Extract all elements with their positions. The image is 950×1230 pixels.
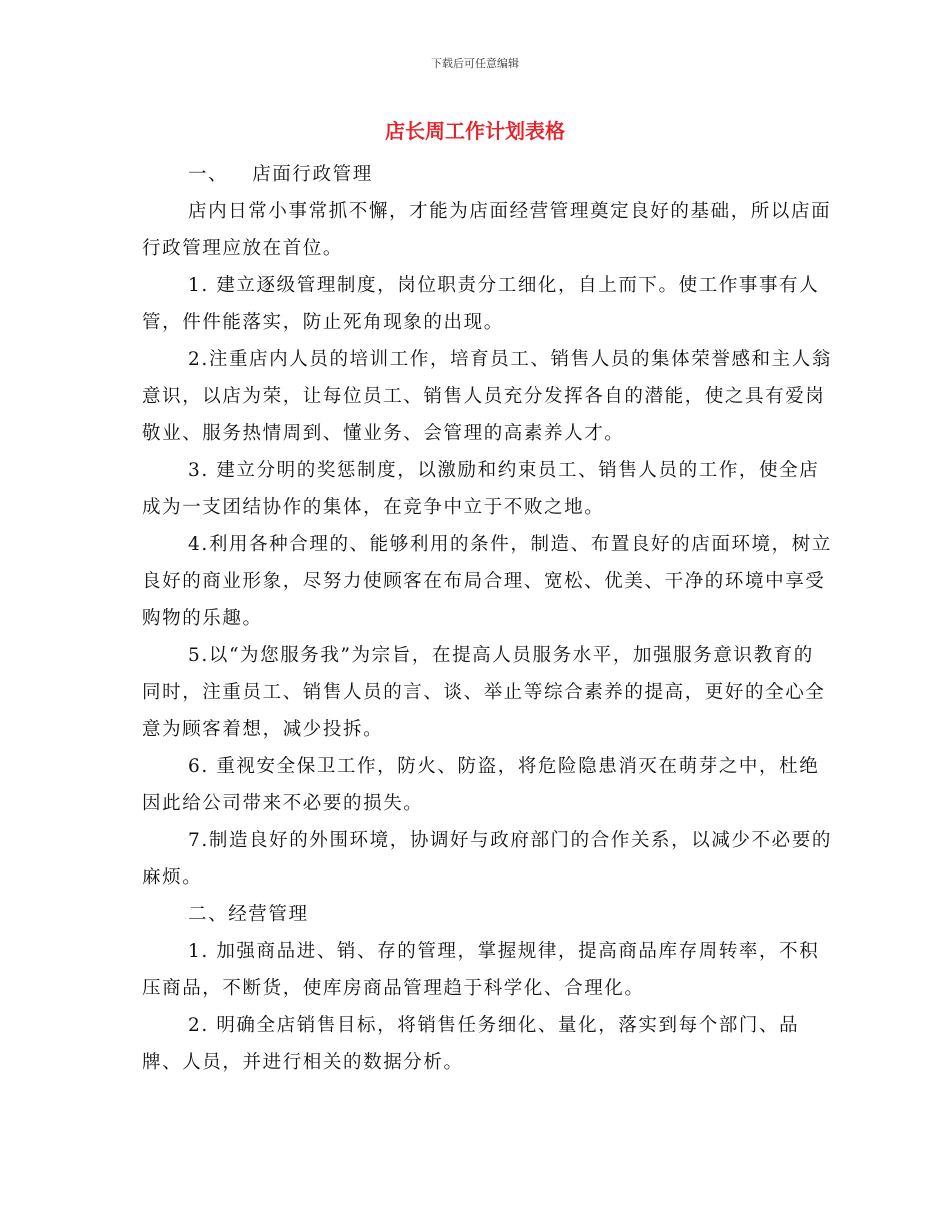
header-note: 下载后可任意编辑 <box>431 57 519 70</box>
section-1-intro: 店内日常小事常抓不懈，才能为店面经营管理奠定良好的基础，所以店面行政管理应放在首位。 <box>142 201 832 259</box>
section-1-number: 一、 <box>188 164 229 185</box>
section-1-item-2: 2.注重店内人员的培训工作，培育员工、销售人员的集体荣誉感和主人翁意识，以店为荣，让每位员工、销售人员充分发挥各自的潜能，使之具有爱岗敬业、服务热情周到、懂业务、会管理的高素养人才。 <box>142 349 832 444</box>
section-1-item-1: 1. 建立逐级管理制度，岗位职责分工细化，自上而下。使工作事事有人管，件件能落实，防止死角现象的出现。 <box>142 275 820 333</box>
section-1-title: 店面行政管理 <box>252 164 373 185</box>
section-1-item-6: 6. 重视安全保卫工作，防火、防盗，将危险隐患消灭在萌芽之中，杜绝因此给公司带来不必要的损失。 <box>142 756 820 814</box>
section-1-item-3: 3. 建立分明的奖惩制度，以激励和约束员工、销售人员的工作，使全店成为一支团结协作的集体，在竞争中立于不败之地。 <box>142 460 820 518</box>
section-2-heading: 二、经营管理 <box>188 904 309 925</box>
section-2-item-2: 2. 明确全店销售目标，将销售任务细化、量化，落实到每个部门、品牌、人员，并进行相关的数据分析。 <box>142 1015 800 1073</box>
section-1-heading <box>142 156 832 193</box>
section-1-item-7: 7.制造良好的外围环境，协调好与政府部门的合作关系，以减少不必要的麻烦。 <box>142 830 832 888</box>
section-1-item-5: 5.以“为您服务我”为宗旨，在提高人员服务水平，加强服务意识教育的同时，注重员工、销售人员的言、谈、举止等综合素养的提高，更好的全心全意为顾客着想，减少投拆。 <box>142 645 826 740</box>
document-body <box>142 156 832 1081</box>
section-2-item-1: 1. 加强商品进、销、存的管理，掌握规律，提高商品库存周转率，不积压商品，不断货，使库房商品管理趋于科学化、合理化。 <box>142 941 820 999</box>
section-1-item-4: 4.利用各种合理的、能够利用的条件，制造、布置良好的店面环境，树立良好的商业形象，尽努力使顾客在布局合理、宽松、优美、干净的环境中享受购物的乐趣。 <box>142 534 832 629</box>
document-title: 店长周工作计划表格 <box>385 119 565 143</box>
